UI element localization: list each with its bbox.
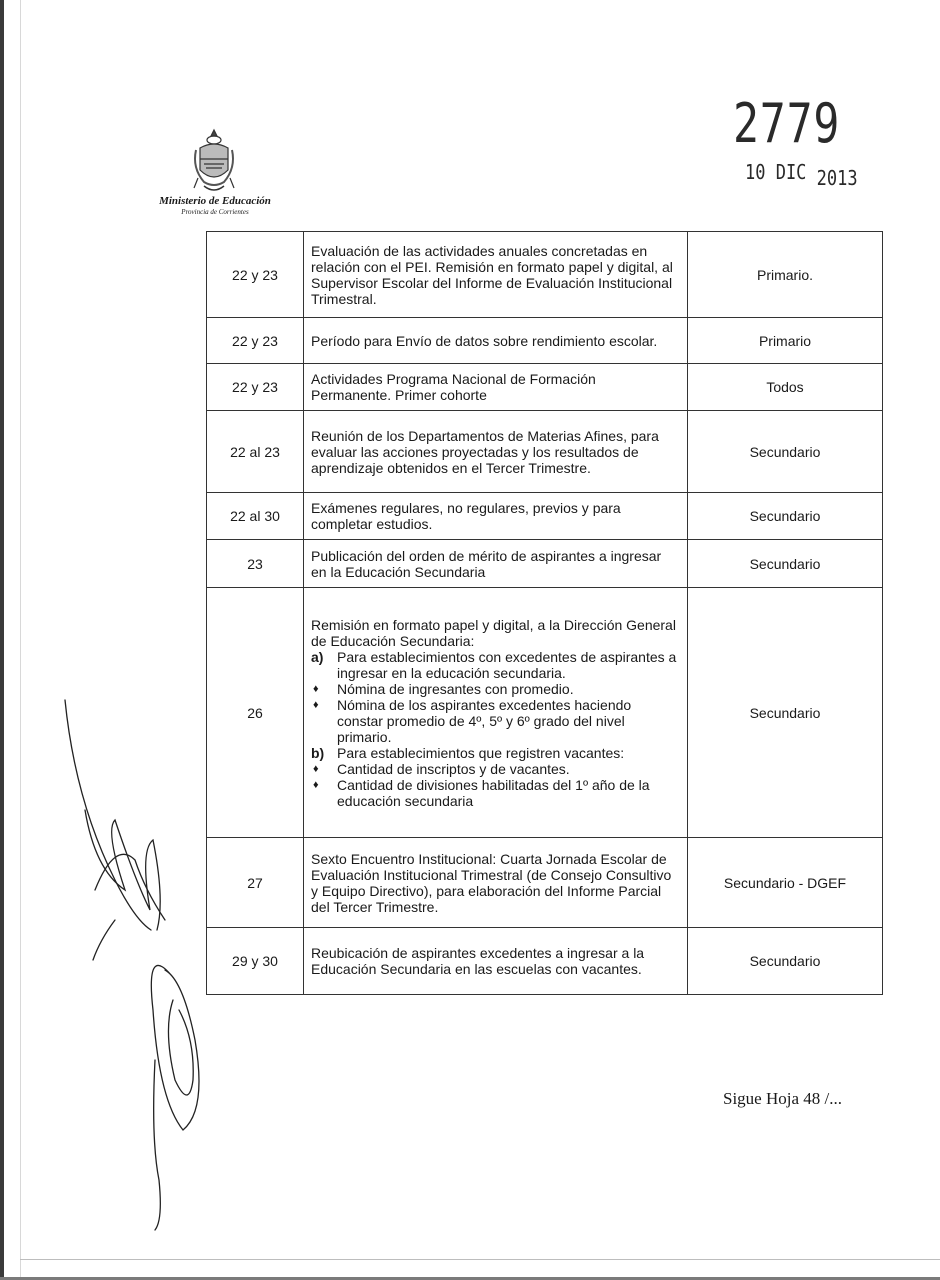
- row-level: Secundario: [688, 411, 883, 493]
- description-text: Sexto Encuentro Institucional: Cuarta Jornada Escolar de Evaluación Institucional Trimestral (de Consejo Consultivo y Equipo Directivo), para elaboración del Informe Parcial del Tercer Trimestre.: [311, 850, 672, 915]
- description-text: Evaluación de las actividades anuales concretadas en relación con el PEI. Remisión en formato papel y digital, al Supervisor Escolar del Informe de Evaluación Institucional Trimestral.: [311, 242, 673, 307]
- ministry-name: Ministerio de Educación: [159, 195, 271, 207]
- row-date: 22 al 30: [207, 493, 304, 540]
- continued-note: Sigue Hoja 48 /...: [723, 1089, 842, 1108]
- date-stamp-day-month: 10 DIC: [745, 160, 807, 184]
- list-item-text: Cantidad de divisiones habilitadas del 1º año de la educación secundaria: [337, 776, 650, 809]
- row-description: [304, 838, 688, 928]
- table-row: [207, 588, 883, 838]
- bullet-icon: ♦: [313, 698, 319, 711]
- table-row: [207, 232, 883, 318]
- row-description: [304, 364, 688, 411]
- table-row: [207, 838, 883, 928]
- list-item: [311, 777, 679, 809]
- row-date: 22 y 23: [207, 318, 304, 364]
- row-date: 23: [207, 540, 304, 588]
- description-text: Actividades Programa Nacional de Formación Permanente. Primer cohorte: [311, 371, 596, 403]
- row-date: 27: [207, 838, 304, 928]
- row-date: 22 y 23: [207, 364, 304, 411]
- scan-fold-line: [20, 0, 21, 1280]
- row-level: Secundario: [688, 588, 883, 838]
- row-level: Primario: [688, 318, 883, 364]
- resolution-number: 2779: [733, 92, 841, 155]
- row-date: 22 al 23: [207, 411, 304, 493]
- province-name: Provincia de Corrientes: [181, 208, 249, 216]
- list-item: [311, 649, 679, 681]
- row-description: [304, 232, 688, 318]
- list-item: [311, 745, 679, 761]
- provincial-seal-icon: [190, 128, 238, 196]
- description-text: Reunión de los Departamentos de Materias Afines, para evaluar las acciones proyectadas y los resultados de aprendizaje obtenidos en el Tercer Trimestre.: [311, 427, 659, 476]
- row-description: [304, 540, 688, 588]
- scan-edge-left: [0, 0, 4, 1280]
- row-description: [304, 493, 688, 540]
- row-level: Secundario - DGEF: [688, 838, 883, 928]
- handwritten-signature-icon: [55, 680, 225, 1240]
- row-level: Secundario: [688, 493, 883, 540]
- scan-fold-bottom: [20, 1259, 940, 1260]
- date-stamp-year: 2013: [816, 166, 858, 190]
- bullet-icon: ♦: [313, 762, 319, 775]
- row-level: Secundario: [688, 540, 883, 588]
- row-description: [304, 411, 688, 493]
- list-marker: b): [311, 744, 325, 761]
- date-stamp: [745, 160, 858, 190]
- bullet-icon: ♦: [313, 682, 319, 695]
- bullet-icon: ♦: [313, 778, 319, 791]
- list-item-text: Para establecimientos con excedentes de aspirantes a ingresar en la educación secundaria.: [337, 648, 677, 681]
- list-item-text: Nómina de los aspirantes excedentes haciendo constar promedio de 4º, 5º y 6º grado del nivel primario.: [337, 696, 632, 745]
- description-intro: Remisión en formato papel y digital, a la Dirección General de Educación Secundaria:: [311, 616, 676, 649]
- list-marker: a): [311, 648, 324, 665]
- table-row: [207, 318, 883, 364]
- table-row: [207, 493, 883, 540]
- description-text: Exámenes regulares, no regulares, previos y para completar estudios.: [311, 500, 621, 532]
- schedule-table: [206, 231, 883, 995]
- ministry-header: [150, 196, 280, 216]
- row-date: 26: [207, 588, 304, 838]
- description-text: Reubicación de aspirantes excedentes a ingresar a la Educación Secundaria en las escuelas con vacantes.: [311, 945, 645, 977]
- table-row: [207, 411, 883, 493]
- row-date: 22 y 23: [207, 232, 304, 318]
- description-text: Publicación del orden de mérito de aspirantes a ingresar en la Educación Secundaria: [311, 547, 662, 580]
- row-level: Primario.: [688, 232, 883, 318]
- list-item: [311, 697, 679, 745]
- list-item-text: Cantidad de inscriptos y de vacantes.: [337, 760, 570, 777]
- row-level: Todos: [688, 364, 883, 411]
- row-description: [304, 588, 688, 838]
- row-date: 29 y 30: [207, 928, 304, 995]
- table-row: [207, 540, 883, 588]
- table-row: [207, 364, 883, 411]
- list-item: [311, 761, 679, 777]
- row-description: [304, 928, 688, 995]
- list-item-text: Para establecimientos que registren vacantes:: [337, 744, 625, 761]
- table-row: [207, 928, 883, 995]
- row-level: Secundario: [688, 928, 883, 995]
- description-text: Período para Envío de datos sobre rendimiento escolar.: [311, 332, 658, 349]
- list-item-text: Nómina de ingresantes con promedio.: [337, 680, 574, 697]
- row-description: [304, 318, 688, 364]
- list-item: [311, 681, 679, 697]
